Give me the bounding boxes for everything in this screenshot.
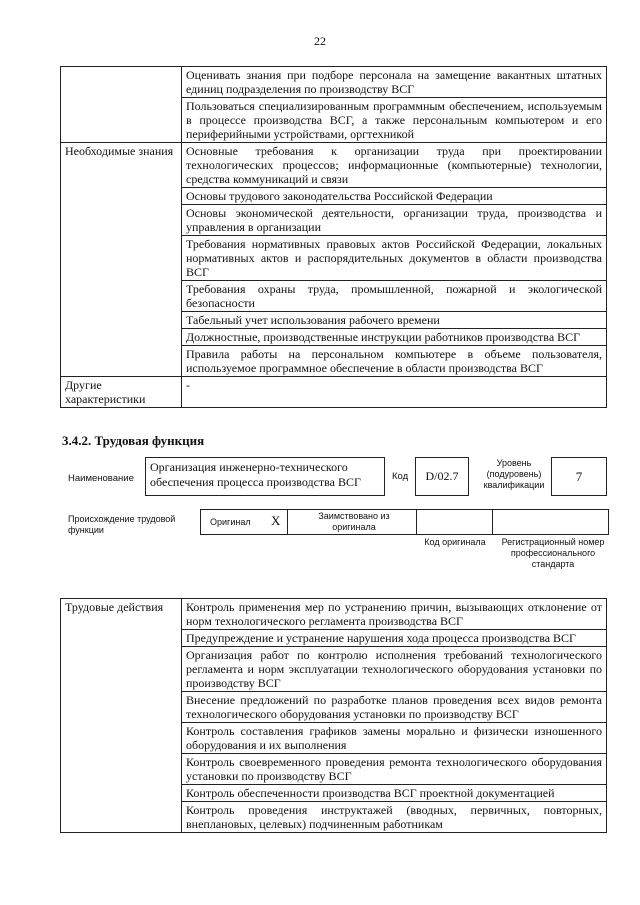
origin-divider	[492, 509, 493, 535]
table-cell: Основы трудового законодательства Российской Федерации	[182, 188, 607, 205]
name-value: Организация инженерно-технического обеспечения процесса производства ВСГ	[150, 460, 361, 489]
table-cell: Контроль проведения инструктажей (вводных, первичных, повторных, внеплановых, целевых) подчиненным работникам	[182, 802, 607, 833]
original-label: Оригинал	[210, 517, 251, 527]
empty-label-cell	[61, 67, 182, 143]
table-cell: Контроль обеспеченности производства ВСГ проектной документацией	[182, 785, 607, 802]
table-cell: Требования нормативных правовых актов Российской Федерации, локальных нормативных актов и распорядительных документов в области производства ВСГ	[182, 236, 607, 281]
name-label: Наименование	[68, 473, 134, 484]
registration-number-caption: Регистрационный номер профессионального стандарта	[501, 537, 605, 569]
knowledge-table	[60, 66, 607, 408]
origin-label: Происхождение трудовой функции	[68, 514, 176, 535]
table-row	[61, 599, 607, 630]
table-cell: Правила работы на персональном компьютере в объеме пользователя, используемое программное обеспечение в области производства ВСГ	[182, 346, 607, 377]
table-cell: Должностные, производственные инструкции работников производства ВСГ	[182, 329, 607, 346]
code-original-caption: Код оригинала	[424, 537, 486, 547]
table-cell: Контроль применения мер по устранению причин, вызывающих отклонение от норм технологического регламента производства ВСГ	[182, 599, 607, 630]
code-label: Код	[392, 471, 409, 482]
level-value: 7	[551, 457, 607, 496]
knowledge-label: Необходимые знания	[61, 143, 182, 377]
table-cell: Табельный учет использования рабочего времени	[182, 312, 607, 329]
borrowed-label: Заимствовано из оригинала	[318, 511, 390, 532]
table-row	[61, 67, 607, 98]
labor-actions-label: Трудовые действия	[61, 599, 182, 833]
table-cell: Предупреждение и устранение нарушения хода процесса производства ВСГ	[182, 630, 607, 647]
table-cell: Основы экономической деятельности, организации труда, производства и управления в организации	[182, 205, 607, 236]
section-title: 3.4.2. Трудовая функция	[62, 433, 205, 448]
table-cell: Внесение предложений по разработке планов проведения всех видов ремонта технологического оборудования установки по производству ВСГ	[182, 692, 607, 723]
table-cell: Оценивать знания при подборе персонала на замещение вакантных штатных единиц подразделения по производству ВСГ	[182, 67, 607, 98]
page-number: 22	[314, 34, 326, 48]
table-cell: Требования охраны труда, промышленной, пожарной и экологической безопасности	[182, 281, 607, 312]
table-cell: Контроль составления графиков замены морально и физически изношенного оборудования и их выполнения	[182, 723, 607, 754]
level-label: Уровень (подуровень) квалификации	[483, 458, 545, 490]
table-row	[61, 377, 607, 408]
other-characteristics-label: Другие характеристики	[61, 377, 182, 408]
original-mark: X	[271, 513, 281, 528]
origin-divider	[416, 509, 417, 535]
code-value: D/02.7	[415, 457, 469, 496]
labor-actions-table	[60, 598, 607, 833]
origin-divider	[287, 509, 288, 535]
name-value-box	[145, 457, 385, 496]
table-row	[61, 143, 607, 188]
table-cell: Пользоваться специализированным программным обеспечением, используемым в процессе производства ВСГ, а также персональным компьютером и его периферийными устройствами, оргтехникой	[182, 98, 607, 143]
other-characteristics-value: -	[182, 377, 607, 408]
table-cell: Контроль своевременного проведения ремонта технологического оборудования установки по производству ВСГ	[182, 754, 607, 785]
table-cell: Организация работ по контролю исполнения требований технологического регламента и норм эксплуатации технологического оборудования установки по производству ВСГ	[182, 647, 607, 692]
table-cell: Основные требования к организации труда при проектировании технологических процессов; информационные (компьютерные) технологии, средства коммуникаций и связи	[182, 143, 607, 188]
